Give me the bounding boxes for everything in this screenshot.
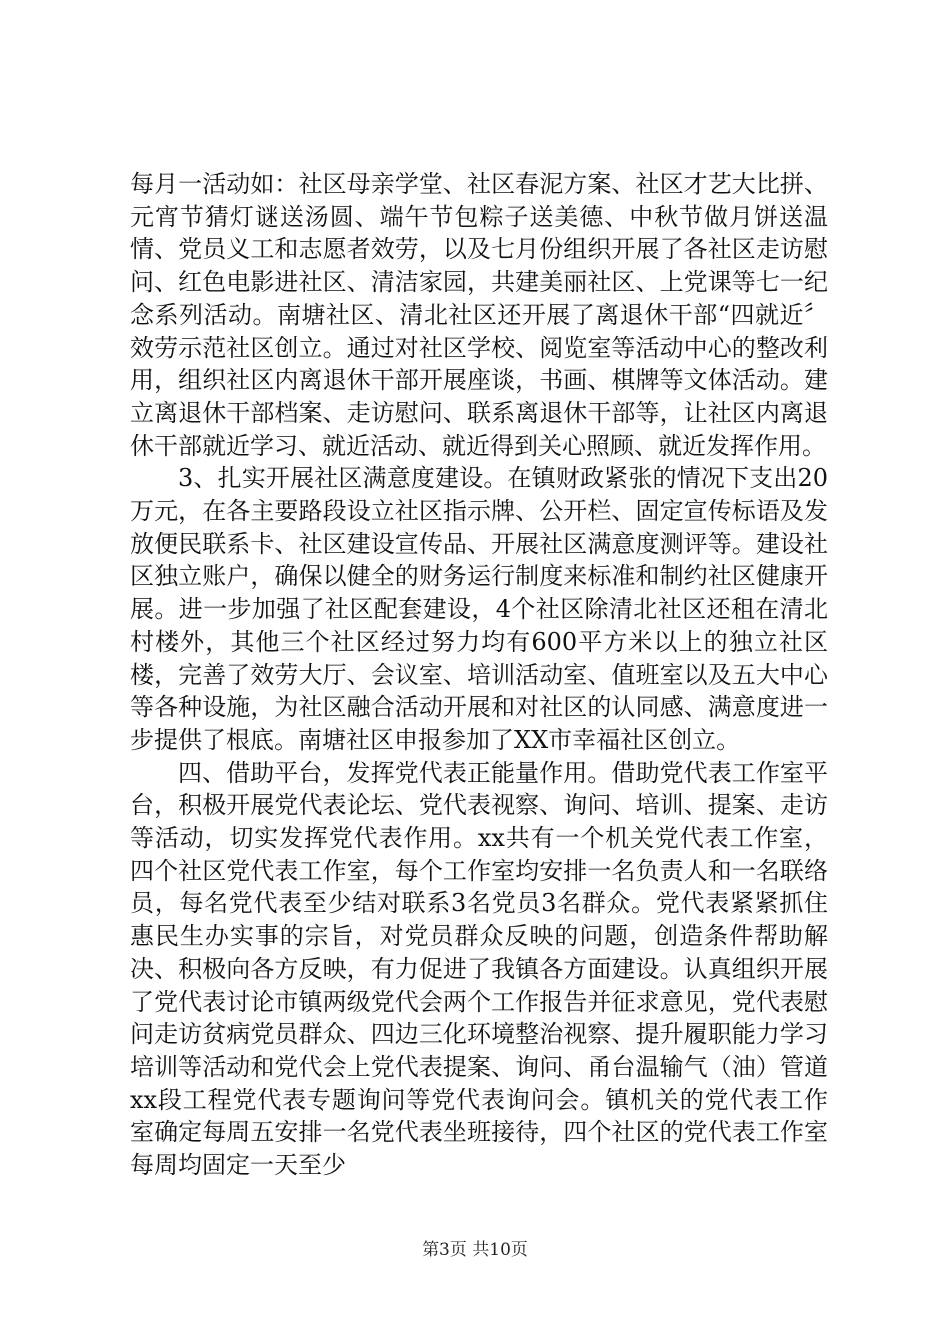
- paragraph-satisfaction-building: 3、扎实开展社区满意度建设。在镇财政紧张的情况下支出20万元，在各主要路段设立社区指示牌、公开栏、固定宣传标语及发放便民联系卡、社区建设宣传品、开展社区满意度测评等。建设社区独立账户，确保以健全的财务运行制度来标准和制约社区健康开展。进一步加强了社区配套建设，4个社区除清北社区还租在清北村楼外，其他三个社区经过努力均有600平方米以上的独立社区楼，完善了效劳大厅、会议室、培训活动室、值班室以及五大中心等各种设施，为社区融合活动开展和对社区的认同感、满意度进一步提供了根底。南塘社区申报参加了XX市幸福社区创立。: [130, 464, 828, 754]
- paragraph-party-representatives: 四、借助平台，发挥党代表正能量作用。借助党代表工作室平台，积极开展党代表论坛、党代表视察、询问、培训、提案、走访等活动，切实发挥党代表作用。xx共有一个机关党代表工作室，四个社区党代表工作室，每个工作室均安排一名负责人和一名联络员，每名党代表至少结对联系3名党员3名群众。党代表紧紧抓住惠民生办实事的宗旨，对党员群众反映的问题，创造条件帮助解决、积极向各方反映，有力促进了我镇各方面建设。认真组织开展了党代表讨论市镇两级党代会两个工作报告并征求意见，党代表慰问走访贫病党员群众、四边三化环境整治视察、提升履职能力学习培训等活动和党代会上党代表提案、询问、甬台温输气（油）管道xx段工程党代表专题询问等党代表询问会。镇机关的党代表工作室确定每周五安排一名党代表坐班接待，四个社区的党代表工作室每周均固定一天至少: [130, 758, 828, 1180]
- page-number-footer: 第3页 共10页: [422, 1240, 528, 1260]
- document-body: [130, 168, 828, 1182]
- paragraph-community-activities: 每月一活动如：社区母亲学堂、社区春泥方案、社区才艺大比拼、元宵节猜灯谜送汤圆、端午节包粽子送美德、中秋节做月饼送温情、党员义工和志愿者效劳，以及七月份组织开展了各社区走访慰问、红色电影进社区、清洁家园，共建美丽社区、上党课等七一纪念系列活动。南塘社区、清北社区还开展了离退休干部“四就近〞效劳示范社区创立。通过对社区学校、阅览室等活动中心的整改利用，组织社区内离退休干部开展座谈，书画、棋牌等文体活动。建立离退休干部档案、走访慰问、联系离退休干部等，让社区内离退休干部就近学习、就近活动、就近得到关心照顾、就近发挥作用。: [130, 170, 828, 460]
